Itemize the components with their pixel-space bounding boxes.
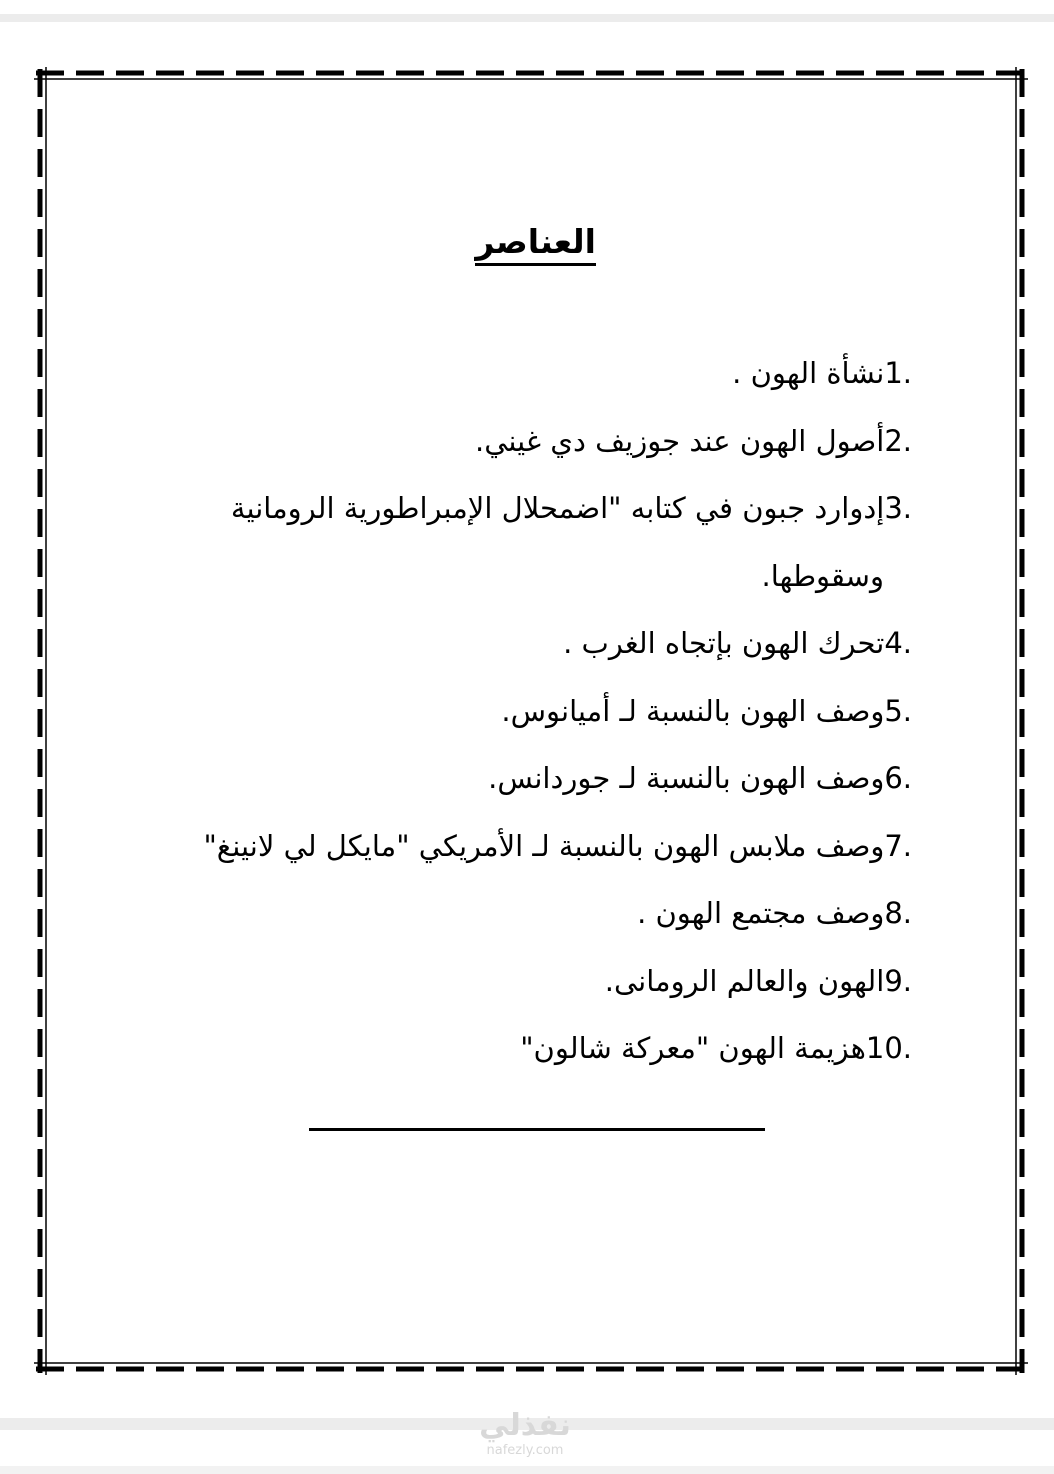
list-item: 3.إدوارد جبون في كتابه "اضمحلال الإمبراطورية الرومانية [230,491,912,525]
list-item: 1.نشأة الهون . [732,356,912,390]
list-item: 10.هزيمة الهون "معركة شالون" [520,1031,912,1065]
watermark [440,1408,610,1458]
list-item: 6.وصف الهون بالنسبة لـ جوردانس. [488,761,912,795]
page-top-edge [0,14,1054,22]
elements-list [150,340,912,1083]
page-title-text: العناصر [475,222,596,266]
list-item: 9.الهون والعالم الرومانى. [604,963,912,998]
list-item: 5.وصف الهون بالنسبة لـ أميانوس. [501,693,912,728]
watermark-logo: نفذلي [479,1408,571,1443]
list-item: 7.وصف ملابس الهون بالنسبة لـ الأمريكي "مايكل لي لانينغ" [203,828,912,863]
next-page-edge [0,1466,1054,1474]
watermark-url: nafezly.com [486,1443,564,1458]
list-item: 4.تحرك الهون بإتجاه الغرب . [563,626,912,660]
horizontal-rule [309,1128,765,1131]
list-item: 8.وصف مجتمع الهون . [637,896,912,930]
page-title [300,222,596,261]
list-item: 2.أصول الهون عند جوزيف دي غيني. [475,423,912,458]
list-item-continuation: وسقوطها. [761,558,884,593]
